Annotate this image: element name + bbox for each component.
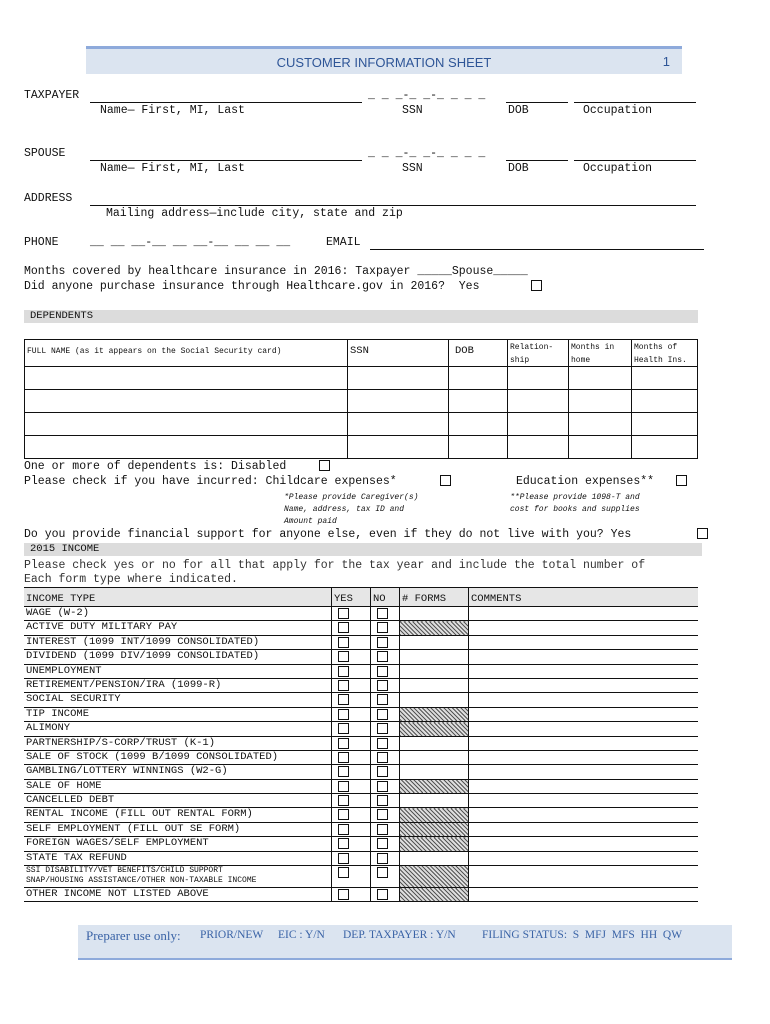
income-type-label: INTEREST (1099 INT/1099 CONSOLIDATED) [26,635,260,648]
income-type-label: RETIREMENT/PENSION/IRA (1099-R) [26,678,222,691]
income-type-label: STATE TAX REFUND [26,851,127,864]
comments-cell[interactable] [469,678,699,692]
taxpayer-name-field[interactable] [90,88,362,103]
income-no-checkbox[interactable] [377,738,388,749]
healthcare-gov-question: Did anyone purchase insurance through Healthcare.gov in 2016? Yes [24,280,480,293]
income-type-label: SELF EMPLOYMENT (FILL OUT SE FORM) [26,822,241,835]
disabled-text: One or more of dependents is: Disabled [24,460,287,473]
income-yes-checkbox[interactable] [338,709,349,720]
insurance-months-line: Months covered by healthcare insurance in 2016: Taxpayer _____Spouse_____ [24,265,528,278]
income-row [24,736,698,750]
comments-cell[interactable] [469,650,699,664]
income-type-label: ALIMONY [26,722,71,735]
col-comments: COMMENTS [471,593,522,605]
dependent-row[interactable] [25,367,698,390]
income-yes-checkbox[interactable] [338,738,349,749]
col-dob: DOB [455,345,474,357]
income-row [24,866,698,888]
income-no-checkbox[interactable] [377,709,388,720]
phone-label: PHONE [24,236,59,249]
income-instructions-1: Please check yes or no for all that apply for the tax year and include the total number of [24,559,646,572]
dependents-section-title: DEPENDENTS [30,310,94,322]
col-income-type: INCOME TYPE [26,593,96,605]
col-relationship-1: Relation- [510,343,554,352]
forms-count-shaded-cell [400,779,469,793]
header-bar [86,46,682,74]
income-yes-checkbox[interactable] [338,867,349,878]
spouse-name-field[interactable] [90,146,362,161]
income-no-checkbox[interactable] [377,838,388,849]
col-relationship-2: ship [510,356,530,365]
income-yes-checkbox[interactable] [338,723,349,734]
income-no-checkbox[interactable] [377,824,388,835]
forms-count-shaded-cell [400,621,469,635]
comments-cell[interactable] [469,635,699,649]
childcare-note: *Please provide Caregiver(s) Name, address, tax ID and Amount paid [284,493,419,526]
income-table [24,587,698,902]
income-no-checkbox[interactable] [377,809,388,820]
income-yes-checkbox[interactable] [338,838,349,849]
income-type-label: RENTAL INCOME (FILL OUT RENTAL FORM) [26,808,253,821]
comments-cell[interactable] [469,693,699,707]
email-label: EMAIL [326,236,361,249]
page-number: 1 [662,54,670,69]
income-type-label: SSI DISABILITY/VET BENEFITS/CHILD SUPPORT SNAP/HOUSING ASSISTANCE/OTHER NON-TAXABLE INCOME [26,866,257,886]
phone-field[interactable]: __ __ __-__ __ __-__ __ __ __ [90,236,291,249]
income-no-checkbox[interactable] [377,637,388,648]
forms-count-cell[interactable] [400,693,469,707]
income-row [24,765,698,779]
forms-count-cell[interactable] [400,678,469,692]
income-type-label: SALE OF STOCK (1099 B/1099 CONSOLIDATED) [26,750,279,763]
taxpayer-label: TAXPAYER [24,89,80,102]
income-type-label: SALE OF HOME [26,779,102,792]
comments-cell[interactable] [469,664,699,678]
dependent-row[interactable] [25,413,698,436]
income-row [24,650,698,664]
taxpayer-dob-field[interactable] [506,88,568,103]
comments-cell[interactable] [469,866,699,888]
income-row [24,607,698,621]
comments-cell[interactable] [469,808,699,822]
income-row [24,837,698,851]
col-months-home-1: Months in [571,343,615,352]
income-row [24,794,698,808]
eic: EIC : Y/N [278,929,325,941]
forms-count-shaded-cell [400,866,469,888]
forms-count-cell[interactable] [400,794,469,808]
spouse-dob-caption: DOB [508,162,529,175]
spouse-ssn-caption: SSN [402,162,423,175]
taxpayer-occupation-field[interactable] [574,88,696,103]
dependents-section-bar [24,310,698,323]
comments-cell[interactable] [469,607,699,621]
income-no-checkbox[interactable] [377,622,388,633]
taxpayer-ssn-field[interactable]: _ _ _-_ _-_ _ _ _ [368,89,486,102]
income-yes-checkbox[interactable] [338,622,349,633]
comments-cell[interactable] [469,765,699,779]
income-no-checkbox[interactable] [377,781,388,792]
col-months-home-2: home [571,356,591,365]
income-yes-checkbox[interactable] [338,809,349,820]
income-row [24,664,698,678]
comments-cell[interactable] [469,822,699,836]
address-field[interactable] [90,191,696,206]
spouse-dob-field[interactable] [506,146,568,161]
comments-cell[interactable] [469,707,699,721]
income-type-label: UNEMPLOYMENT [26,664,102,677]
income-row [24,822,698,836]
forms-count-shaded-cell [400,888,469,902]
spouse-ssn-field[interactable]: _ _ _-_ _-_ _ _ _ [368,147,486,160]
taxpayer-ssn-caption: SSN [402,104,423,117]
income-row [24,693,698,707]
income-type-label: OTHER INCOME NOT LISTED ABOVE [26,888,209,901]
income-section-title: 2015 INCOME [30,543,100,555]
comments-cell[interactable] [469,736,699,750]
income-yes-checkbox[interactable] [338,781,349,792]
filing-status: FILING STATUS: S MFJ MFS HH QW [482,929,683,941]
income-no-checkbox[interactable] [377,666,388,677]
income-row [24,750,698,764]
taxpayer-name-caption: Name— First, MI, Last [100,104,245,117]
income-no-checkbox[interactable] [377,853,388,864]
income-row [24,678,698,692]
education-note: **Please provide 1098-T and cost for books and supplies [510,493,640,514]
disabled-checkbox[interactable] [319,460,330,471]
income-yes-checkbox[interactable] [338,694,349,705]
income-no-checkbox[interactable] [377,867,388,878]
income-row [24,621,698,635]
income-yes-checkbox[interactable] [338,608,349,619]
taxpayer-dob-caption: DOB [508,104,529,117]
income-yes-checkbox[interactable] [338,824,349,835]
education-text: Education expenses** [516,475,655,488]
income-no-checkbox[interactable] [377,608,388,619]
comments-cell[interactable] [469,837,699,851]
forms-count-shaded-cell [400,822,469,836]
education-checkbox[interactable] [676,475,687,486]
comments-cell[interactable] [469,750,699,764]
address-caption: Mailing address—include city, state and zip [106,207,403,220]
comments-cell[interactable] [469,621,699,635]
expenses-text: Please check if you have incurred: Childcare expenses* [24,475,397,488]
col-no: NO [373,593,386,605]
income-type-label: TIP INCOME [26,707,90,720]
income-yes-checkbox[interactable] [338,889,349,900]
income-yes-checkbox[interactable] [338,795,349,806]
spouse-occupation-field[interactable] [574,146,696,161]
income-yes-checkbox[interactable] [338,651,349,662]
income-type-label: DIVIDEND (1099 DIV/1099 CONSOLIDATED) [26,650,260,663]
income-no-checkbox[interactable] [377,752,388,763]
healthcare-gov-yes-checkbox[interactable] [531,280,542,291]
income-yes-checkbox[interactable] [338,680,349,691]
income-type-label: FOREIGN WAGES/SELF EMPLOYMENT [26,837,209,850]
income-row [24,722,698,736]
comments-cell[interactable] [469,888,699,902]
financial-support-question: Do you provide financial support for anyone else, even if they do not live with you? Yes [24,528,632,541]
col-ssn: SSN [350,345,369,357]
income-no-checkbox[interactable] [377,680,388,691]
dependent-row[interactable] [25,390,698,413]
forms-count-cell[interactable] [400,765,469,779]
income-type-label: ACTIVE DUTY MILITARY PAY [26,621,178,634]
forms-count-cell[interactable] [400,664,469,678]
income-type-label: PARTNERSHIP/S-CORP/TRUST (K-1) [26,736,216,749]
income-no-checkbox[interactable] [377,795,388,806]
income-yes-checkbox[interactable] [338,853,349,864]
forms-count-cell[interactable] [400,635,469,649]
address-label: ADDRESS [24,192,73,205]
income-no-checkbox[interactable] [377,651,388,662]
col-yes: YES [334,593,353,605]
income-row [24,808,698,822]
comments-cell[interactable] [469,722,699,736]
income-yes-checkbox[interactable] [338,637,349,648]
income-type-label: SOCIAL SECURITY [26,693,121,706]
forms-count-shaded-cell [400,837,469,851]
income-row [24,888,698,902]
comments-cell[interactable] [469,794,699,808]
taxpayer-occupation-caption: Occupation [583,104,653,117]
spouse-name-caption: Name— First, MI, Last [100,162,245,175]
forms-count-cell[interactable] [400,736,469,750]
income-row [24,851,698,865]
col-full-name: FULL NAME (as it appears on the Social Security card) [27,347,282,356]
spouse-label: SPOUSE [24,147,66,160]
forms-count-shaded-cell [400,808,469,822]
income-no-checkbox[interactable] [377,723,388,734]
forms-count-cell[interactable] [400,607,469,621]
income-section-bar [24,543,702,556]
income-row [24,779,698,793]
forms-count-shaded-cell [400,707,469,721]
email-field[interactable] [370,235,704,250]
forms-count-shaded-cell [400,722,469,736]
preparer-label: Preparer use only: [86,928,181,943]
childcare-checkbox[interactable] [440,475,451,486]
income-yes-checkbox[interactable] [338,666,349,677]
income-type-label: GAMBLING/LOTTERY WINNINGS (W2-G) [26,765,228,778]
col-months-ins-1: Months of [634,343,678,352]
income-type-label: CANCELLED DEBT [26,794,115,807]
income-row [24,707,698,721]
income-no-checkbox[interactable] [377,766,388,777]
comments-cell[interactable] [469,851,699,865]
preparer-footer [78,925,732,960]
forms-count-cell[interactable] [400,851,469,865]
dependents-header-row [25,340,698,367]
income-type-label: WAGE (W-2) [26,607,90,619]
income-row [24,635,698,649]
income-yes-checkbox[interactable] [338,766,349,777]
dep-taxpayer: DEP. TAXPAYER : Y/N [343,929,456,941]
income-no-checkbox[interactable] [377,694,388,705]
forms-count-cell[interactable] [400,650,469,664]
col-months-ins-2: Health Ins. [634,356,687,365]
dependent-row[interactable] [25,436,698,459]
forms-count-cell[interactable] [400,750,469,764]
col-forms: # FORMS [402,593,447,605]
comments-cell[interactable] [469,779,699,793]
dependents-table [24,339,698,459]
spouse-occupation-caption: Occupation [583,162,653,175]
income-yes-checkbox[interactable] [338,752,349,763]
income-instructions-2: Each form type where indicated. [24,573,238,586]
page-title: CUSTOMER INFORMATION SHEET [276,55,492,70]
prior-new: PRIOR/NEW [200,929,264,941]
income-header-row [24,588,698,607]
income-no-checkbox[interactable] [377,889,388,900]
financial-support-yes-checkbox[interactable] [697,528,708,539]
